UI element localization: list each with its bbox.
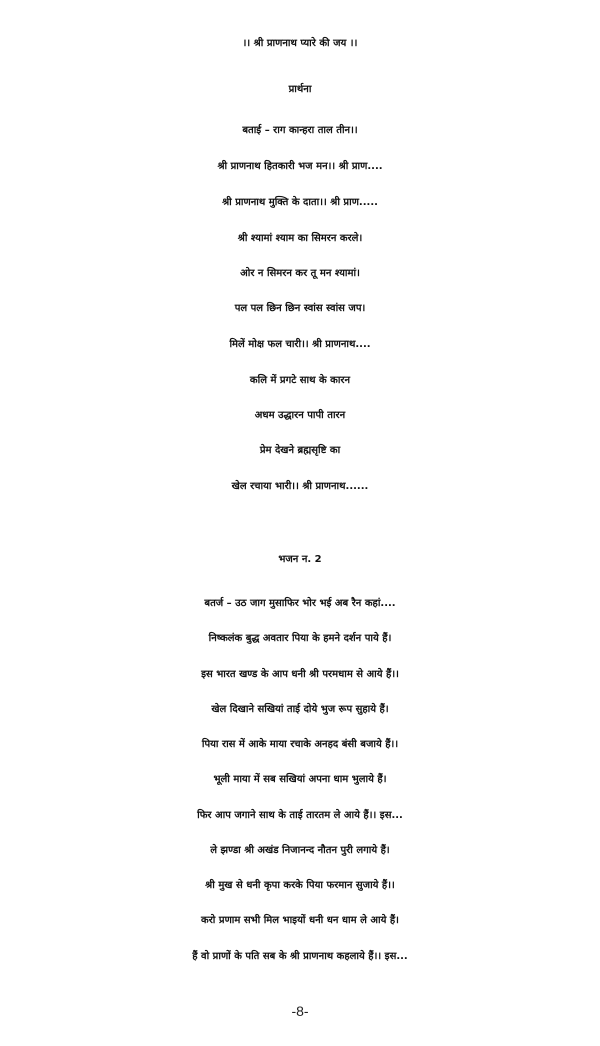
prayer-line: अधम उद्धारन पापी तारन (254, 410, 346, 421)
bhajan-line: खेल दिखाने सखियां ताई दोये भुज रूप सुहाये हैं। (211, 704, 389, 715)
prayer-line: श्री प्राणनाथ हितकारी भज मन।। श्री प्राण.... (217, 161, 383, 172)
prayer-line: श्री श्यामां श्याम का सिमरन करले। (237, 233, 363, 244)
prayer-line: ओर न सिमरन कर तू मन श्यामां। (240, 268, 360, 279)
prayer-heading: प्रार्थना (288, 84, 312, 95)
bhajan-line: ले झण्डा श्री अखंड निजानन्द नौतन पुरी लगाये हैं। (210, 845, 390, 856)
prayer-line: खेल रचाया भारी।। श्री प्राणनाथ...... (231, 481, 369, 492)
bhajan-line: निष्कलंक बुद्ध अवतार पिया के हमने दर्शन पाये हैं। (208, 633, 392, 644)
prayer-line: मिलें मोक्ष फल चारी।। श्री प्राणनाथ.... (229, 339, 371, 350)
prayer-line: कलि में प्रगटे साथ के कारन (249, 375, 351, 386)
bhajan-line: श्री मुख से धनी कृपा करके पिया फरमान सुजाये हैं।। (205, 880, 395, 891)
prayer-line: पल पल छिन छिन स्वांस स्वांस जप। (234, 303, 366, 314)
prayer-line: प्रेम देखने ब्रह्मसृष्टि का (259, 445, 341, 456)
bhajan-heading: भजन न. 2 (278, 554, 322, 565)
page-number: -8- (291, 1003, 309, 1019)
bhajan-line: करो प्रणाम सभी मिल भाइयों धनी धन धाम ले आये हैं। (201, 915, 399, 926)
bhajan-line: पिया रास में आके माया रचाके अनहद बंसी बजाये हैं।। (201, 739, 399, 750)
bhajan-line: बतर्ज – उठ जाग मुसाफिर भोर भई अब रैन कहां.... (204, 598, 396, 609)
bhajan-line: फिर आप जगाने साथ के ताई तारतम ले आये हैं।। इस... (197, 810, 403, 821)
prayer-line: श्री प्राणनाथ मुक्ति के दाता।। श्री प्राण..... (222, 197, 378, 208)
page-title: ।। श्री प्राणनाथ प्यारे की जय ।। (242, 38, 358, 49)
prayer-line: बताई – राग कान्हरा ताल तीन।। (242, 125, 358, 136)
bhajan-line: भूली माया में सब सखियां अपना धाम भुलाये हैं। (213, 774, 387, 785)
bhajan-line: इस भारत खण्ड के आप धनी श्री परमधाम से आये हैं।। (201, 669, 399, 680)
bhajan-line: हैं वो प्राणों के पति सब के श्री प्राणनाथ कहलाये हैं।। इस... (192, 951, 408, 962)
